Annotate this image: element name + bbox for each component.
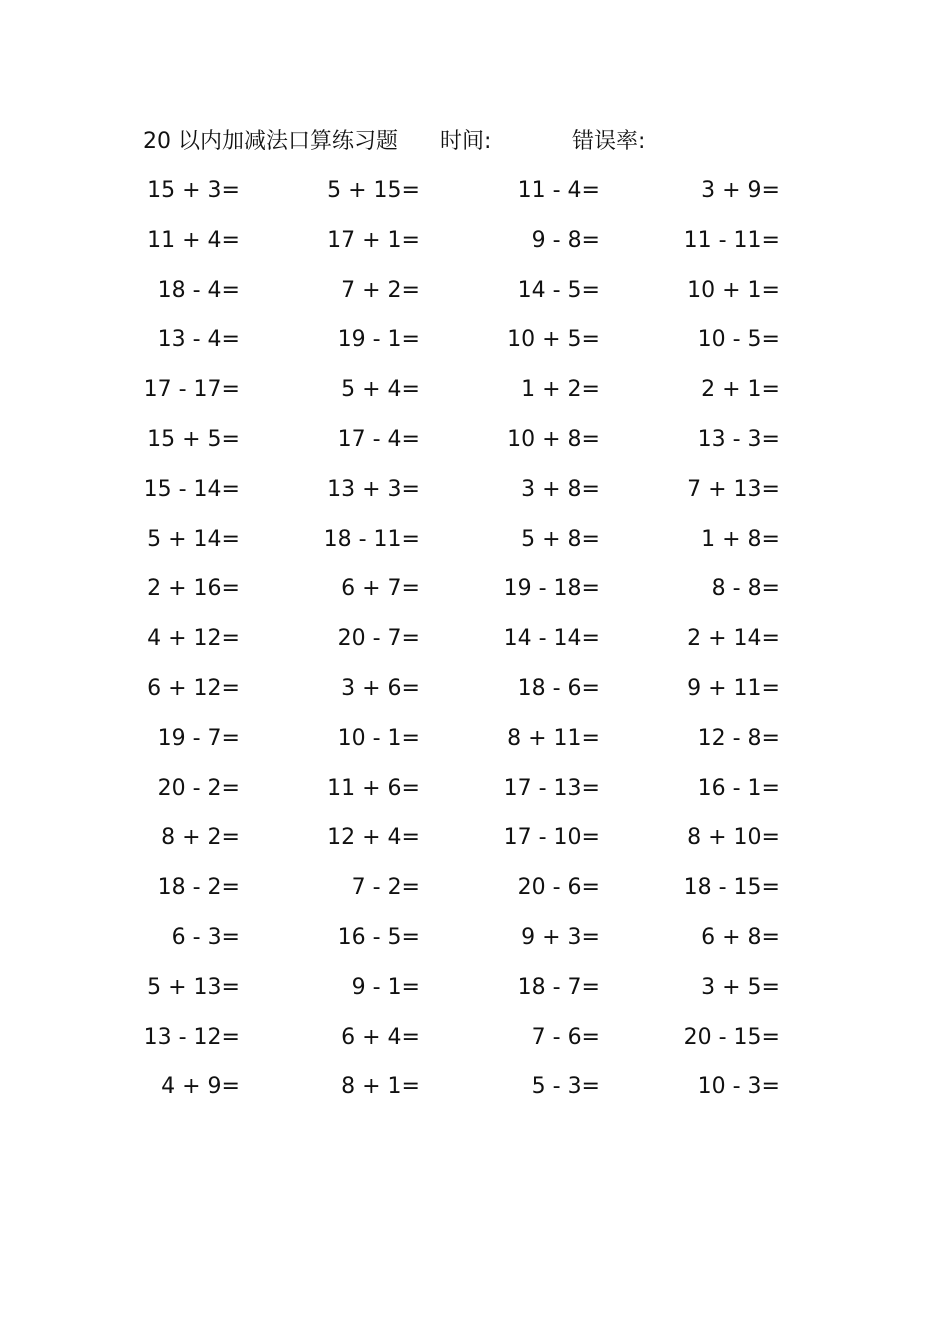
- answer-space: [420, 1021, 503, 1071]
- arithmetic-problem: 15 - 14=: [143, 476, 240, 502]
- answer-space: [600, 622, 683, 672]
- answer-space: [240, 1070, 323, 1120]
- arithmetic-problem: 12 - 8=: [697, 725, 780, 751]
- answer-space: [600, 821, 683, 871]
- answer-space: [600, 971, 683, 1021]
- answer-space: [420, 821, 503, 871]
- answer-space: [420, 523, 503, 573]
- answer-space: [240, 871, 323, 921]
- arithmetic-problem: 16 - 5=: [337, 924, 420, 950]
- answer-space: [780, 323, 863, 373]
- answer-space: [240, 971, 323, 1021]
- arithmetic-problem: 3 + 6=: [341, 675, 420, 701]
- error-rate-label: 错误率:: [572, 129, 646, 154]
- arithmetic-problem: 11 - 4=: [517, 178, 600, 203]
- arithmetic-problem: 18 - 15=: [683, 875, 780, 901]
- arithmetic-problem: 3 + 9=: [701, 178, 780, 203]
- answer-space: [240, 572, 323, 622]
- answer-space: [600, 1070, 683, 1120]
- arithmetic-problem: 1 + 2=: [521, 377, 600, 403]
- answer-space: [420, 224, 503, 274]
- answer-space: [780, 1021, 863, 1071]
- arithmetic-problem: 19 - 18=: [503, 576, 600, 602]
- arithmetic-problem: 5 + 8=: [521, 526, 600, 552]
- arithmetic-problem: 6 + 12=: [147, 675, 240, 701]
- answer-space: [780, 373, 863, 423]
- arithmetic-problem: 17 - 13=: [503, 775, 600, 801]
- arithmetic-problem: 7 - 6=: [531, 1024, 600, 1050]
- arithmetic-problem: 10 - 3=: [697, 1074, 780, 1100]
- arithmetic-problem: 8 + 2=: [161, 825, 240, 851]
- answer-space: [420, 423, 503, 473]
- answer-space: [420, 722, 503, 772]
- arithmetic-problem: 15 + 3=: [147, 178, 240, 203]
- arithmetic-problem: 3 + 8=: [521, 476, 600, 502]
- arithmetic-problem: 10 + 5=: [507, 327, 600, 353]
- worksheet-header: [143, 126, 703, 158]
- answer-space: [600, 1021, 683, 1071]
- arithmetic-problem: 9 - 8=: [531, 227, 600, 253]
- arithmetic-problem: 3 + 5=: [701, 974, 780, 1000]
- arithmetic-problem: 15 + 5=: [147, 426, 240, 452]
- answer-space: [240, 1021, 323, 1071]
- answer-space: [240, 224, 323, 274]
- arithmetic-problem: 14 - 14=: [503, 626, 600, 652]
- time-label: 时间:: [440, 129, 492, 154]
- answer-space: [420, 921, 503, 971]
- arithmetic-problem: 18 - 11=: [323, 526, 420, 552]
- arithmetic-problem: 10 - 1=: [337, 725, 420, 751]
- answer-space: [240, 622, 323, 672]
- arithmetic-problem: 5 + 14=: [147, 526, 240, 552]
- arithmetic-problem: 8 + 10=: [687, 825, 780, 851]
- answer-space: [780, 224, 863, 274]
- answer-space: [600, 473, 683, 523]
- answer-space: [420, 871, 503, 921]
- arithmetic-problem: 17 + 1=: [327, 227, 420, 253]
- arithmetic-problem: 17 - 10=: [503, 825, 600, 851]
- arithmetic-problem: 12 + 4=: [327, 825, 420, 851]
- answer-space: [600, 921, 683, 971]
- answer-space: [600, 572, 683, 622]
- arithmetic-problem: 16 - 1=: [697, 775, 780, 801]
- answer-space: [420, 473, 503, 523]
- arithmetic-problem: 18 - 2=: [157, 875, 240, 901]
- arithmetic-problem: 7 + 2=: [341, 277, 420, 303]
- answer-space: [600, 323, 683, 373]
- worksheet-title: 20 以内加减法口算练习题: [143, 129, 398, 154]
- arithmetic-problem: 11 - 11=: [683, 227, 780, 253]
- answer-space: [240, 772, 323, 822]
- arithmetic-problem: 1 + 8=: [701, 526, 780, 552]
- answer-space: [240, 722, 323, 772]
- arithmetic-problem: 18 - 7=: [517, 974, 600, 1000]
- answer-space: [600, 423, 683, 473]
- arithmetic-problem: 6 + 4=: [341, 1024, 420, 1050]
- answer-space: [600, 373, 683, 423]
- answer-space: [420, 1070, 503, 1120]
- arithmetic-problem: 9 + 11=: [687, 675, 780, 701]
- answer-space: [780, 174, 863, 224]
- arithmetic-problem: 8 - 8=: [711, 576, 780, 602]
- arithmetic-problem: 13 + 3=: [327, 476, 420, 502]
- answer-space: [240, 473, 323, 523]
- arithmetic-problem: 18 - 6=: [517, 675, 600, 701]
- answer-space: [600, 523, 683, 573]
- answer-space: [420, 373, 503, 423]
- arithmetic-problem: 7 - 2=: [351, 875, 420, 901]
- arithmetic-problem: 10 + 8=: [507, 426, 600, 452]
- answer-space: [780, 523, 863, 573]
- arithmetic-problem: 20 - 2=: [157, 775, 240, 801]
- arithmetic-problem: 5 + 13=: [147, 974, 240, 1000]
- answer-space: [420, 323, 503, 373]
- arithmetic-problem: 2 + 1=: [701, 377, 780, 403]
- arithmetic-problem: 8 + 11=: [507, 725, 600, 751]
- answer-space: [420, 174, 503, 224]
- arithmetic-problem: 9 - 1=: [351, 974, 420, 1000]
- answer-space: [600, 174, 683, 224]
- answer-space: [420, 274, 503, 324]
- answer-space: [600, 224, 683, 274]
- answer-space: [780, 722, 863, 772]
- arithmetic-problem: 10 - 5=: [697, 327, 780, 353]
- answer-space: [240, 174, 323, 224]
- arithmetic-problem: 11 + 4=: [147, 227, 240, 253]
- arithmetic-problem: 9 + 3=: [521, 924, 600, 950]
- arithmetic-problem: 13 - 12=: [143, 1024, 240, 1050]
- answer-space: [780, 772, 863, 822]
- answer-space: [420, 971, 503, 1021]
- arithmetic-problem: 6 - 3=: [171, 924, 240, 950]
- arithmetic-problem: 2 + 14=: [687, 626, 780, 652]
- answer-space: [420, 672, 503, 722]
- arithmetic-problem: 7 + 13=: [687, 476, 780, 502]
- arithmetic-problem: 13 - 4=: [157, 327, 240, 353]
- arithmetic-problem: 20 - 15=: [683, 1024, 780, 1050]
- answer-space: [600, 274, 683, 324]
- answer-space: [420, 622, 503, 672]
- arithmetic-problem: 5 + 15=: [327, 178, 420, 203]
- answer-space: [240, 274, 323, 324]
- answer-space: [600, 672, 683, 722]
- answer-space: [780, 274, 863, 324]
- answer-space: [780, 971, 863, 1021]
- answer-space: [780, 821, 863, 871]
- arithmetic-problem: 20 - 7=: [337, 626, 420, 652]
- answer-space: [420, 572, 503, 622]
- answer-space: [780, 672, 863, 722]
- arithmetic-problem: 4 + 12=: [147, 626, 240, 652]
- arithmetic-problem: 14 - 5=: [517, 277, 600, 303]
- arithmetic-problem: 6 + 7=: [341, 576, 420, 602]
- answer-space: [240, 523, 323, 573]
- answer-space: [780, 921, 863, 971]
- answer-space: [240, 373, 323, 423]
- arithmetic-problem: 18 - 4=: [157, 277, 240, 303]
- arithmetic-problem: 6 + 8=: [701, 924, 780, 950]
- answer-space: [780, 473, 863, 523]
- arithmetic-problem: 17 - 17=: [143, 377, 240, 403]
- answer-space: [240, 423, 323, 473]
- answer-space: [600, 772, 683, 822]
- arithmetic-problem: 19 - 1=: [337, 327, 420, 353]
- answer-space: [780, 871, 863, 921]
- arithmetic-problem: 5 - 3=: [531, 1074, 600, 1100]
- answer-space: [780, 423, 863, 473]
- answer-space: [780, 572, 863, 622]
- answer-space: [240, 323, 323, 373]
- arithmetic-problem: 5 + 4=: [341, 377, 420, 403]
- answer-space: [420, 772, 503, 822]
- arithmetic-problem: 17 - 4=: [337, 426, 420, 452]
- answer-space: [240, 921, 323, 971]
- answer-space: [780, 622, 863, 672]
- problem-grid: [143, 174, 783, 1120]
- arithmetic-problem: 13 - 3=: [697, 426, 780, 452]
- arithmetic-problem: 8 + 1=: [341, 1074, 420, 1100]
- arithmetic-problem: 20 - 6=: [517, 875, 600, 901]
- arithmetic-problem: 2 + 16=: [147, 576, 240, 602]
- arithmetic-problem: 4 + 9=: [161, 1074, 240, 1100]
- answer-space: [600, 722, 683, 772]
- arithmetic-problem: 10 + 1=: [687, 277, 780, 303]
- answer-space: [240, 672, 323, 722]
- arithmetic-problem: 11 + 6=: [327, 775, 420, 801]
- arithmetic-problem: 19 - 7=: [157, 725, 240, 751]
- answer-space: [780, 1070, 863, 1120]
- answer-space: [600, 871, 683, 921]
- answer-space: [240, 821, 323, 871]
